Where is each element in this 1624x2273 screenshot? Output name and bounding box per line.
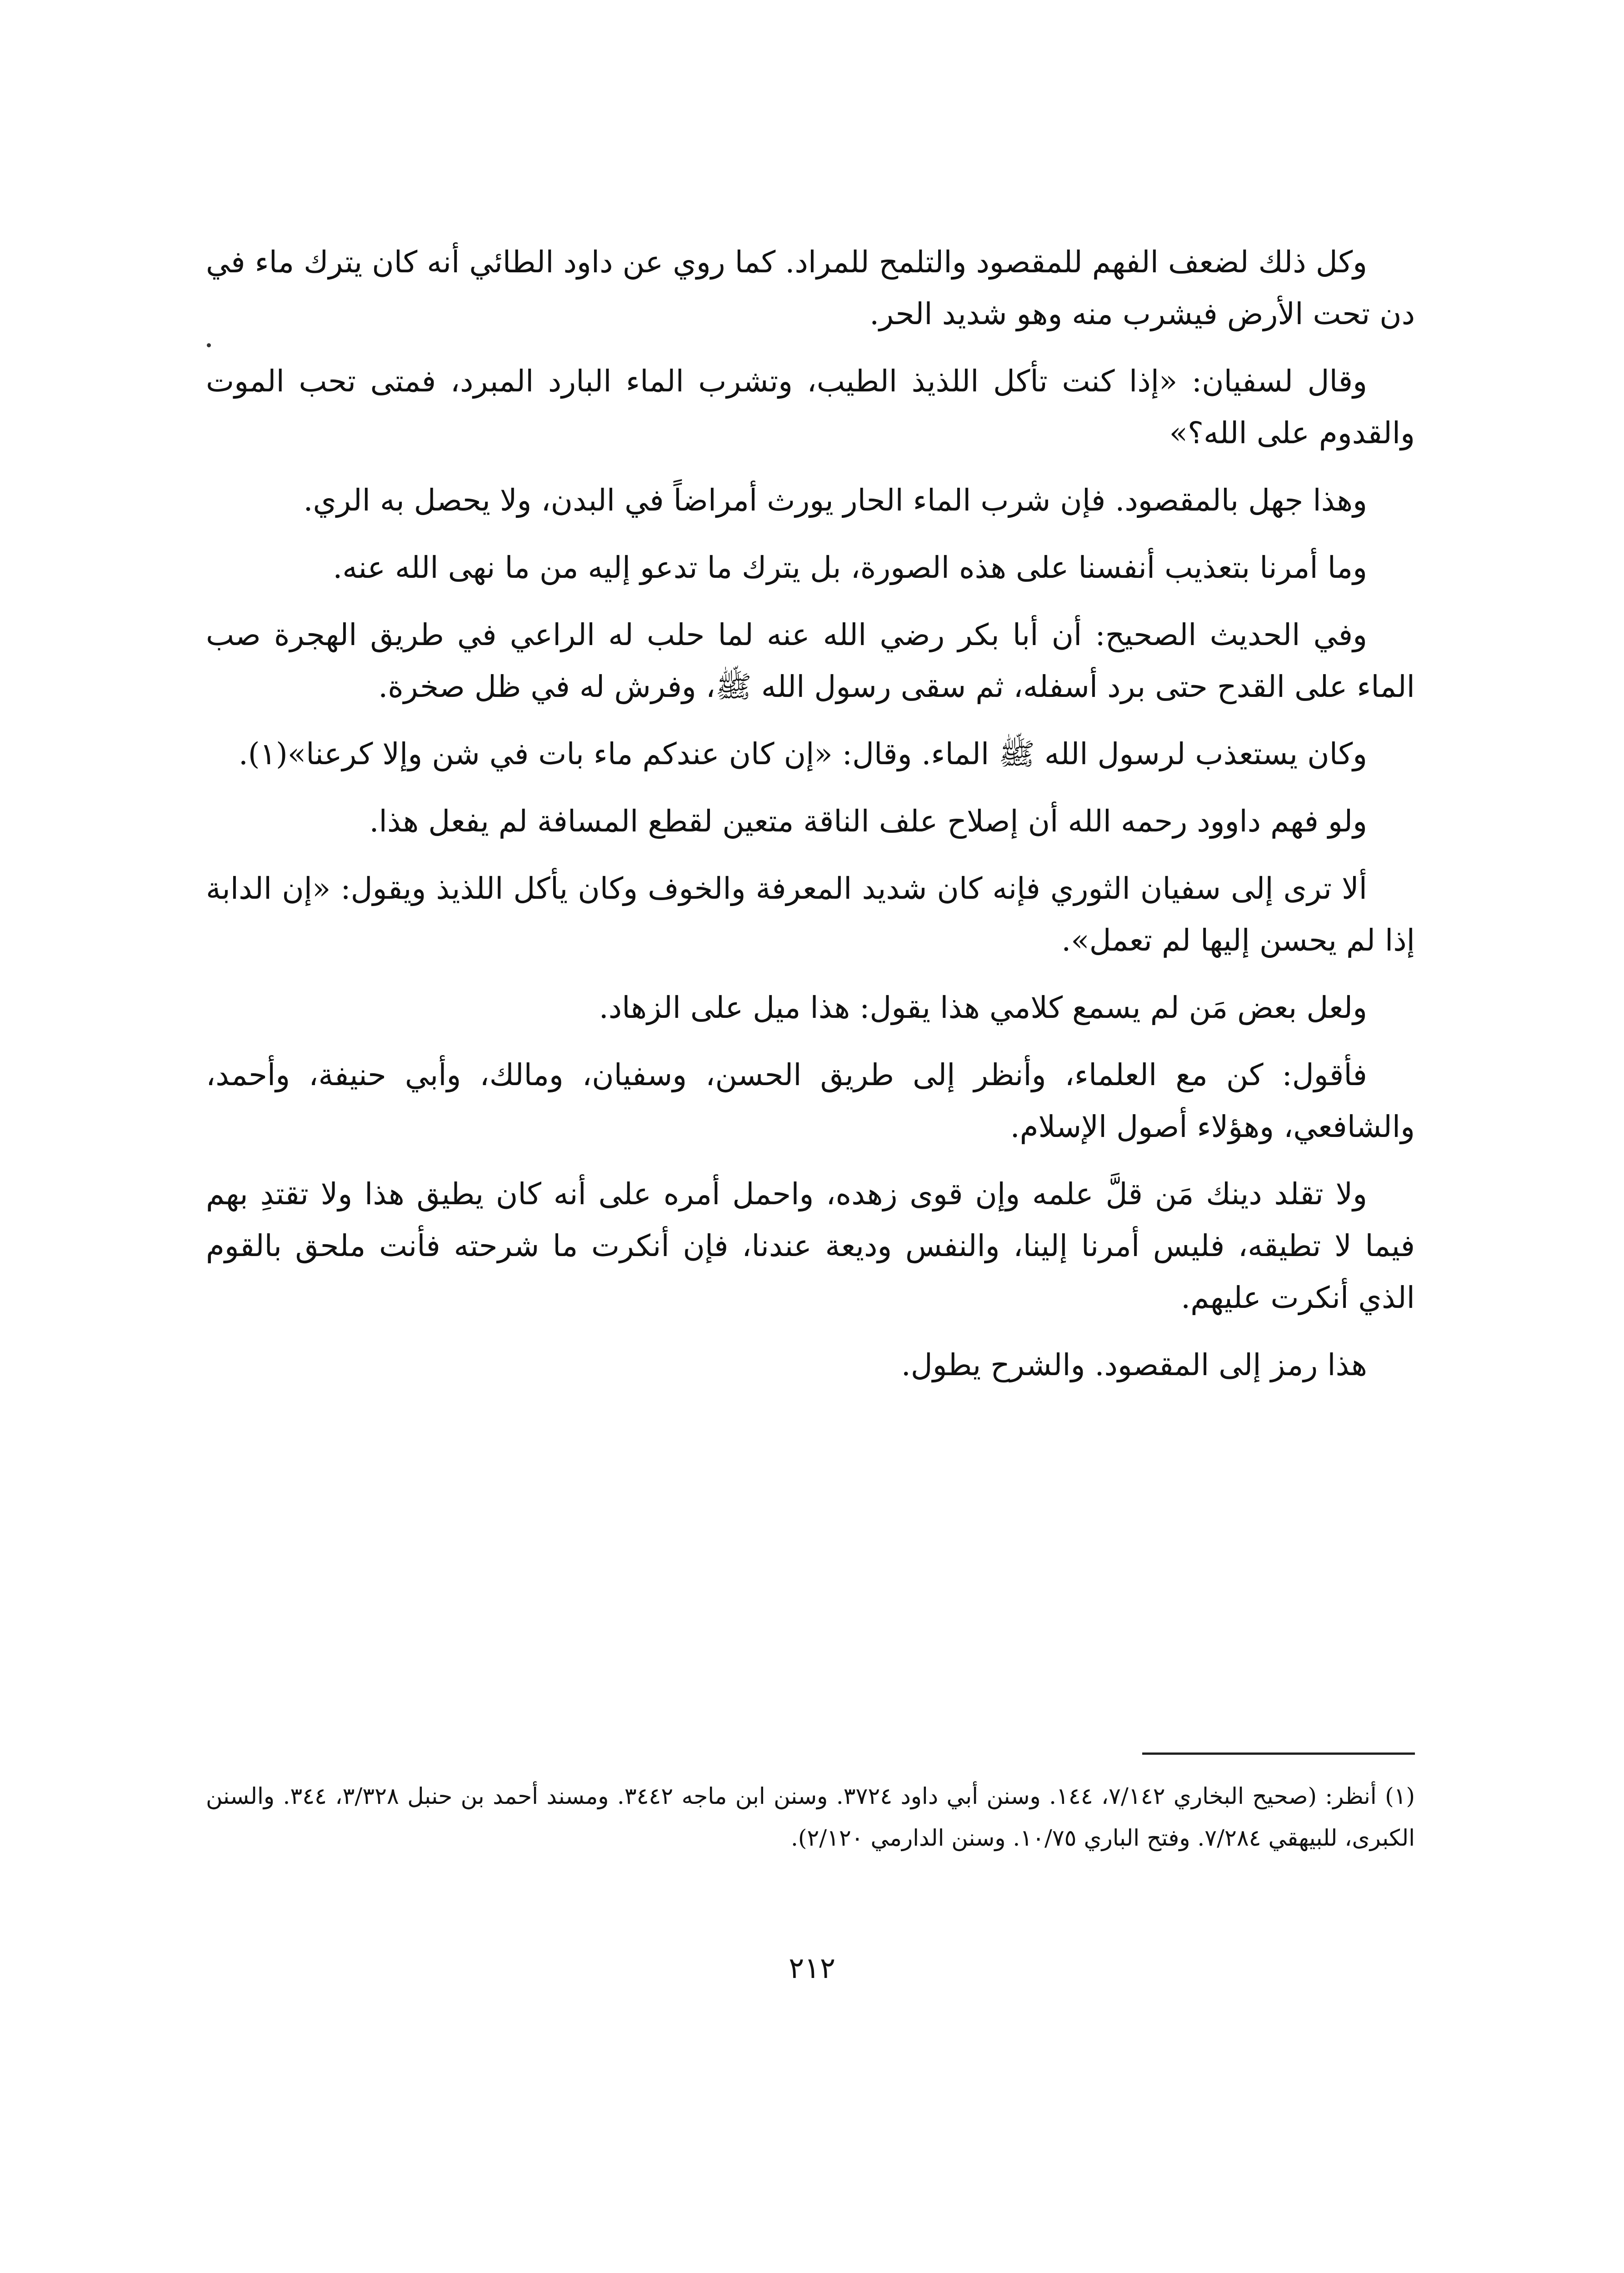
paragraph: وكان يستعذب لرسول الله ﷺ الماء. وقال: «إن كان عندكم ماء بات في شن وإلا كرعنا»(١). xyxy=(238,736,1367,771)
paragraph: وكل ذلك لضعف الفهم للمقصود والتلمح للمراد. كما روي عن داود الطائي أنه كان يترك ماء في دن تحت الأرض فيشرب منه وهو شديد الحر. xyxy=(206,245,1415,331)
paragraph: ولو فهم داوود رحمه الله أن إصلاح علف الناقة متعين لقطع المسافة لم يفعل هذا. xyxy=(369,804,1367,839)
footnotes xyxy=(206,1775,1415,1859)
paragraph: فأقول: كن مع العلماء، وأنظر إلى طريق الحسن، وسفيان، ومالك، وأبي حنيفة، وأحمد، والشافعي، وهؤلاء أصول الإسلام. xyxy=(206,1057,1415,1144)
page-number: ٢١٢ xyxy=(788,1952,836,1985)
paragraph: وما أمرنا بتعذيب أنفسنا على هذه الصورة، بل يترك ما تدعو إليه من ما نهى الله عنه. xyxy=(333,550,1367,585)
paragraph: وفي الحديث الصحيح: أن أبا بكر رضي الله عنه لما حلب له الراعي في طريق الهجرة صب الماء على القدح حتى برد أسفله، ثم سقى رسول الله ﷺ، وفرش له في ظل صخرة. xyxy=(206,617,1415,704)
main-text xyxy=(206,236,1415,1391)
paragraph: هذا رمز إلى المقصود. والشرح يطول. xyxy=(901,1347,1367,1382)
paragraph: وقال لسفيان: «إذا كنت تأكل اللذيذ الطيب، وتشرب الماء البارد المبرد، فمتى تحب الموت والقدوم على الله؟» xyxy=(206,364,1415,451)
paragraph: ألا ترى إلى سفيان الثوري فإنه كان شديد المعرفة والخوف وكان يأكل اللذيذ ويقول: «إن الدابة إذا لم يحسن إليها لم تعمل». xyxy=(206,871,1415,958)
footnote: (١) أنظر: (صحيح البخاري ٧/١٤٢، ١٤٤. وسنن أبي داود ٣٧٢٤. وسنن ابن ماجه ٣٤٤٢. ومسند أحمد بن حنبل ٣/٣٢٨، ٣٤٤. والسنن الكبرى، للبيهقي ٧/٢٨٤. وفتح الباري ١٠/٧٥. وسنن الدارمي ٢/١٢٠). xyxy=(206,1783,1415,1851)
ink-speck xyxy=(207,343,211,347)
paragraph: ولعل بعض مَن لم يسمع كلامي هذا يقول: هذا ميل على الزهاد. xyxy=(599,990,1367,1025)
paragraph: وهذا جهل بالمقصود. فإن شرب الماء الحار يورث أمراضاً في البدن، ولا يحصل به الري. xyxy=(303,483,1367,518)
footnote-divider xyxy=(1142,1752,1415,1755)
paragraph: ولا تقلد دينك مَن قلَّ علمه وإن قوى زهده، واحمل أمره على أنه كان يطيق هذا ولا تقتدِ بهم فيما لا تطيقه، فليس أمرنا إلينا، والنفس وديعة عندنا، فإن أنكرت ما شرحته فأنت ملحق بالقوم الذي أنكرت عليهم. xyxy=(206,1177,1415,1315)
